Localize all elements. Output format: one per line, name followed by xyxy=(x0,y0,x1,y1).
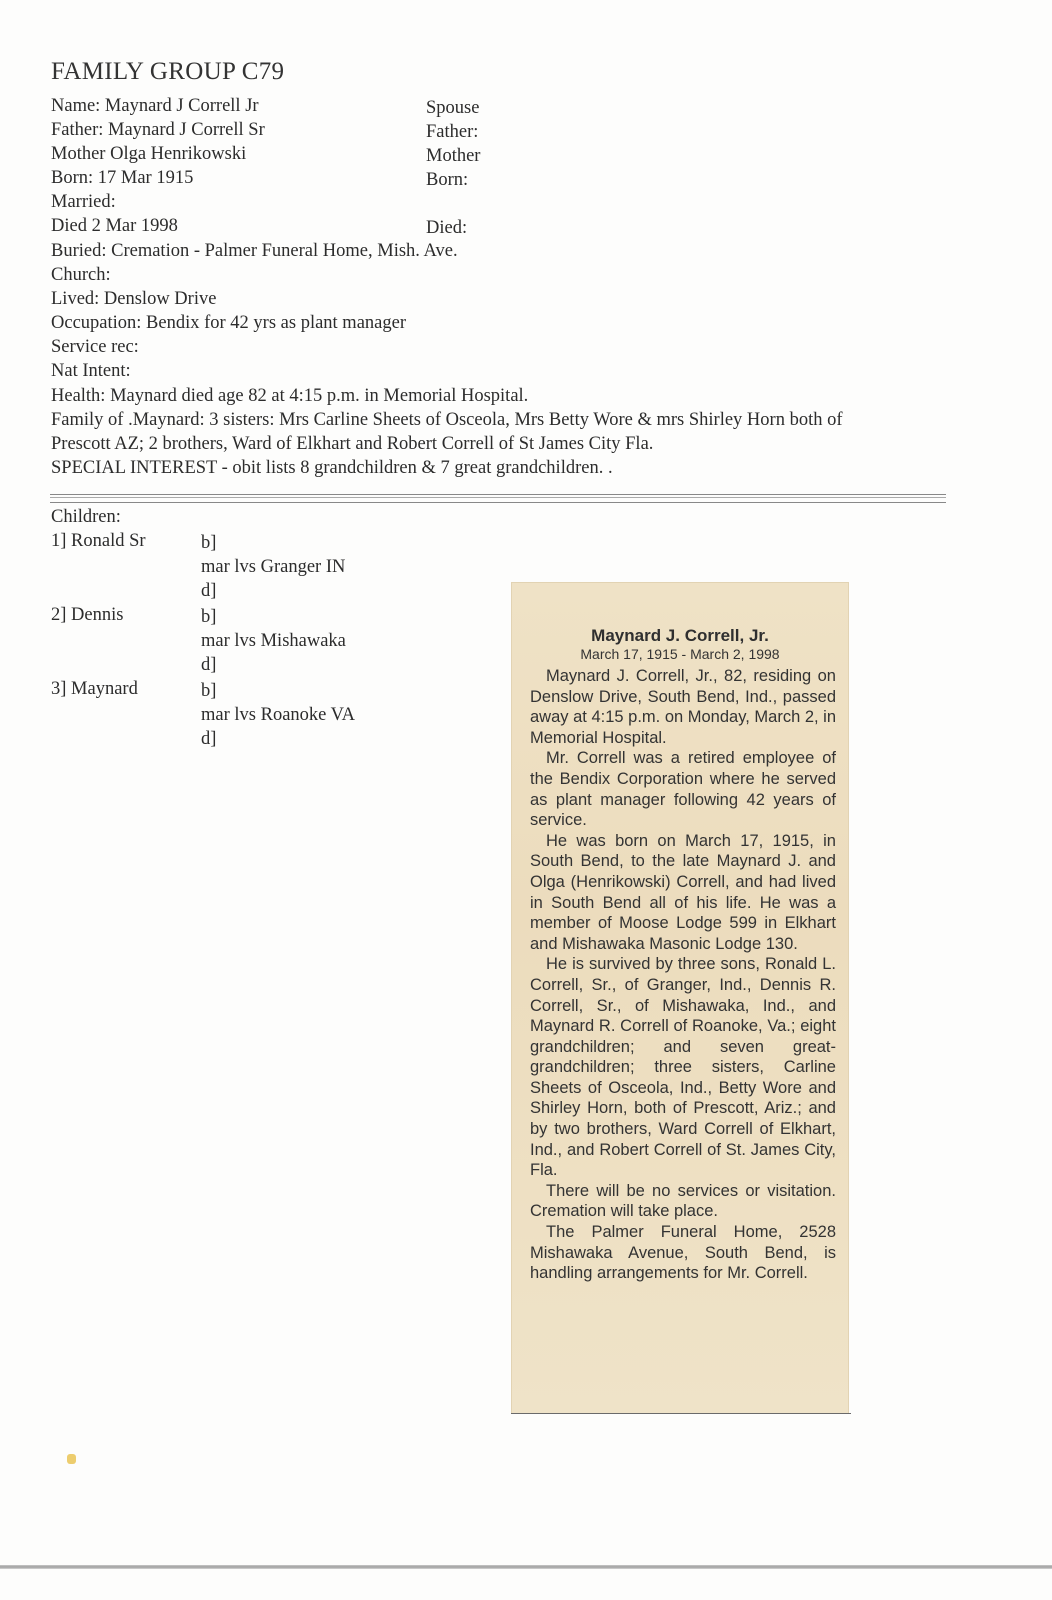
scan-bottom-edge xyxy=(0,1565,1052,1569)
service-field: Service rec: xyxy=(51,337,139,357)
obituary-body xyxy=(530,666,836,1284)
church-field: Church: xyxy=(51,265,111,285)
child-died: d] xyxy=(201,655,217,675)
spouse-father-label: Father: xyxy=(426,122,479,142)
child-died: d] xyxy=(201,729,217,749)
name-field: Name: Maynard J Correll Jr xyxy=(51,96,259,116)
nat-intent-field: Nat Intent: xyxy=(51,361,131,381)
obituary-paragraph: The Palmer Funeral Home, 2528 Mishawaka Avenue, South Bend, is handling arrangements for Mr. Correll. xyxy=(530,1223,836,1283)
child-married: mar lvs Roanoke VA xyxy=(201,705,355,725)
died-field: Died 2 Mar 1998 xyxy=(51,216,178,236)
married-field: Married: xyxy=(51,192,116,212)
child-born: b] xyxy=(201,533,217,553)
clipping-bottom-edge xyxy=(511,1413,851,1414)
obituary-paragraph: Maynard J. Correll, Jr., 82, residing on Denslow Drive, South Bend, Ind., passed away at 4:15 p.m. on Monday, March 2, in Memorial Hospital. xyxy=(530,667,837,747)
born-field: Born: 17 Mar 1915 xyxy=(51,168,194,188)
children-label: Children: xyxy=(51,507,121,527)
spouse-label: Spouse xyxy=(426,98,480,118)
health-field: Health: Maynard died age 82 at 4:15 p.m. in Memorial Hospital. xyxy=(51,386,529,406)
father-field: Father: Maynard J Correll Sr xyxy=(51,120,265,140)
family-field-line-1: Family of .Maynard: 3 sisters: Mrs Carline Sheets of Osceola, Mrs Betty Wore & mrs Shirley Horn both of xyxy=(51,410,843,430)
obituary-paragraph: He is survived by three sons, Ronald L. Correll, Sr., of Granger, Ind., Dennis R. Correll, Sr., of Mishawaka, Ind., and Maynard R. Correll of Roanoke, Va.; eight grandchildren; and seven great-grandchildren; three sisters, Carline Sheets of Osceola, Ind., Betty Wore and Shirley Horn, both of Prescott, Ariz.; and by two brothers, Ward Correll of Elkhart, Ind., and Robert Correll of St. James City, Fla. xyxy=(530,955,836,1180)
child-born: b] xyxy=(201,607,217,627)
double-separator xyxy=(50,494,946,503)
child-born: b] xyxy=(201,681,217,701)
family-field-line-2: Prescott AZ; 2 brothers, Ward of Elkhart and Robert Correll of St James City Fla. xyxy=(51,434,654,454)
special-interest-field: SPECIAL INTEREST - obit lists 8 grandchildren & 7 great grandchildren. . xyxy=(51,458,613,478)
child-name: 2] Dennis xyxy=(51,605,124,625)
child-died: d] xyxy=(201,581,217,601)
obituary-paragraph: He was born on March 17, 1915, in South Bend, to the late Maynard J. and Olga (Henrikowski) Correll, and had lived in South Bend all of his life. He was a member of Moose Lodge 599 in Elkhart and Mishawaka Masonic Lodge 130. xyxy=(530,831,836,953)
obituary-dates: March 17, 1915 - March 2, 1998 xyxy=(580,646,780,662)
child-name: 3] Maynard xyxy=(51,679,138,699)
child-married: mar lvs Mishawaka xyxy=(201,631,346,651)
mother-field: Mother Olga Henrikowski xyxy=(51,144,247,164)
obituary-clipping xyxy=(511,582,849,1414)
obituary-paragraph: There will be no services or visitation. Cremation will take place. xyxy=(530,1181,836,1221)
obituary-paragraph: Mr. Correll was a retired employee of the Bendix Corporation where he served as plant manager following 42 years of service. xyxy=(530,749,836,830)
child-married: mar lvs Granger IN xyxy=(201,557,346,577)
buried-field: Buried: Cremation - Palmer Funeral Home, Mish. Ave. xyxy=(51,241,458,261)
lived-field: Lived: Denslow Drive xyxy=(51,289,217,309)
child-name: 1] Ronald Sr xyxy=(51,531,146,551)
page-title: FAMILY GROUP C79 xyxy=(51,58,285,85)
paper-speck xyxy=(67,1454,76,1464)
spouse-died-label: Died: xyxy=(426,218,468,238)
spouse-mother-label: Mother xyxy=(426,146,481,166)
occupation-field: Occupation: Bendix for 42 yrs as plant manager xyxy=(51,313,406,333)
obituary-heading: Maynard J. Correll, Jr. xyxy=(591,626,769,645)
spouse-born-label: Born: xyxy=(426,170,469,190)
